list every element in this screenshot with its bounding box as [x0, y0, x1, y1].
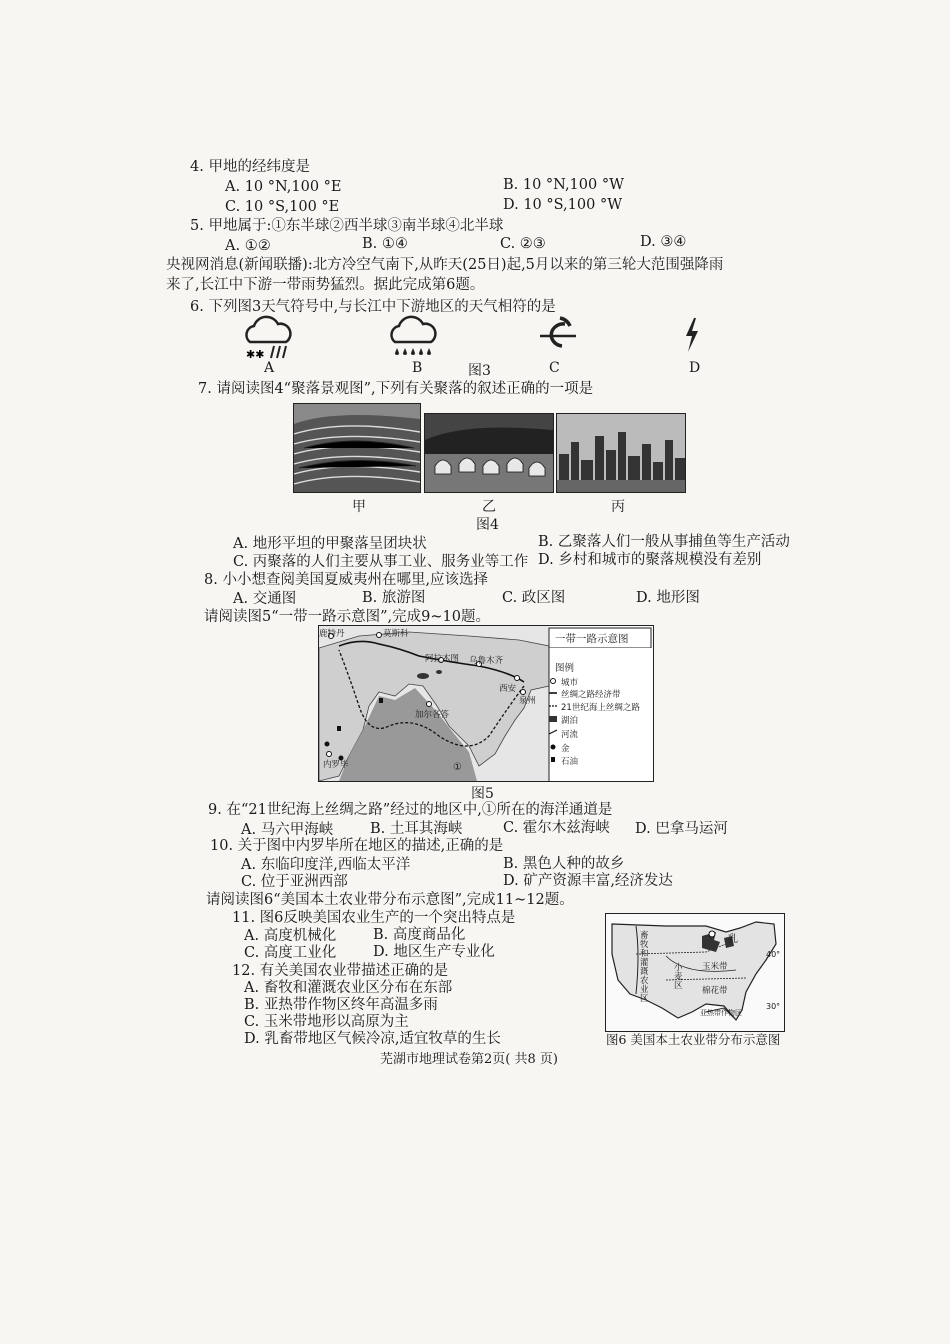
label-cotton-belt: 棉花带: [702, 986, 728, 996]
q7-stem: 7. 请阅读图4“聚落景观图”,下列有关聚落的叙述正确的一项是: [198, 381, 594, 397]
photo-label-yi: 乙: [482, 499, 496, 515]
q8-option-b: B. 旅游图: [362, 590, 426, 606]
city-label-rotterdam: 鹿特丹: [319, 629, 345, 639]
usa-agriculture-map: [605, 913, 785, 1032]
q8-option-c: C. 政区图: [502, 590, 566, 606]
q10-option-b: B. 黑色人种的故乡: [503, 856, 625, 872]
label-subtropical: 亚热带作物区: [700, 1009, 742, 1017]
photo-label-jia: 甲: [352, 499, 366, 515]
legend-river: 河流: [561, 730, 579, 740]
intro-figure-5: 请阅读图5“一带一路示意图”,完成9~10题。: [204, 609, 490, 625]
q5-option-c: C. ②③: [500, 236, 546, 252]
q9-option-b: B. 土耳其海峡: [370, 821, 463, 837]
figure-3-caption: 图3: [468, 363, 491, 379]
q9-option-d: D. 巴拿马运河: [635, 821, 728, 837]
weather-label-a: A: [264, 360, 275, 376]
q4-option-d: D. 10 °S,100 °W: [503, 197, 623, 213]
q10-option-a: A. 东临印度洋,西临太平洋: [241, 857, 411, 873]
map5-marker-1: ①: [453, 762, 462, 773]
lightning-icon: [680, 316, 704, 356]
photo-label-bing: 丙: [611, 499, 625, 515]
figure-6-caption: 图6 美国本土农业带分布示意图: [606, 1032, 781, 1047]
belt-road-map: [318, 625, 654, 782]
rain-snow-icon: [240, 312, 296, 362]
legend-silk-road-belt: 丝绸之路经济带: [561, 690, 621, 700]
legend-gold: 金: [561, 744, 570, 754]
q7-option-d: D. 乡村和城市的聚落规模没有差别: [538, 552, 762, 568]
typhoon-icon: [532, 312, 582, 362]
heavy-rain-icon: [385, 312, 441, 362]
q12-option-d: D. 乳畜带地区气候冷凉,适宜牧草的生长: [244, 1031, 501, 1047]
q4-option-b: B. 10 °N,100 °W: [503, 177, 624, 193]
news-line-1: 央视网消息(新闻联播):北方冷空气南下,从昨天(25日)起,5月以来的第三轮大范围强降雨: [166, 257, 724, 273]
map5-legend-title: 图例: [555, 663, 575, 674]
q4-stem: 4. 甲地的经纬度是: [190, 159, 310, 175]
city-skyline-photo: [556, 413, 686, 493]
city-label-moscow: 莫斯科: [383, 629, 409, 639]
legend-city: 城市: [561, 678, 579, 688]
label-wheat: 小麦区: [674, 963, 683, 991]
map5-title: 一带一路示意图: [555, 633, 629, 645]
terrace-village-photo: [293, 403, 421, 493]
q11-option-c: C. 高度工业化: [244, 945, 337, 961]
city-label-xian: 西安: [499, 684, 517, 694]
q10-stem: 10. 关于图中内罗毕所在地区的描述,正确的是: [210, 838, 504, 854]
q10-option-d: D. 矿产资源丰富,经济发达: [503, 873, 673, 889]
q11-option-b: B. 高度商品化: [373, 927, 466, 943]
label-livestock-irrigation: 畜牧和灌溉农业区: [640, 931, 649, 1004]
news-line-2: 来了,长江中下游一带雨势猛烈。据此完成第6题。: [166, 277, 485, 293]
label-corn-belt: 玉米带: [702, 962, 728, 972]
legend-oil: 石油: [561, 757, 579, 767]
q8-stem: 8. 小小想查阅美国夏威夷州在哪里,应该选择: [204, 572, 489, 588]
latitude-40: 40°: [766, 950, 781, 959]
city-label-nairobi: 内罗毕: [323, 760, 349, 770]
q4-option-a: A. 10 °N,100 °E: [225, 179, 342, 195]
city-label-almaty: 阿拉木图: [425, 654, 460, 664]
q5-option-a: A. ①②: [225, 238, 271, 254]
legend-maritime-silk-road: 21世纪海上丝绸之路: [561, 703, 640, 713]
weather-label-b: B: [412, 360, 423, 376]
q12-option-c: C. 玉米带地形以高原为主: [244, 1014, 409, 1030]
q9-option-a: A. 马六甲海峡: [241, 822, 334, 838]
yurt-settlement-photo: [424, 413, 554, 493]
intro-figure-6: 请阅读图6“美国本土农业带分布示意图”,完成11~12题。: [206, 892, 574, 908]
svg-text:✱✱: ✱✱: [246, 348, 265, 361]
q7-option-c: C. 丙聚落的人们主要从事工业、服务业等工作: [233, 554, 529, 570]
city-label-kolkata: 加尔各答: [415, 710, 450, 720]
weather-label-d: D: [689, 360, 701, 376]
q5-option-d: D. ③④: [640, 234, 687, 250]
q11-option-d: D. 地区生产专业化: [373, 944, 495, 960]
q6-stem: 6. 下列图3天气符号中,与长江中下游地区的天气相符的是: [190, 299, 556, 315]
q12-option-b: B. 亚热带作物区终年高温多雨: [244, 997, 438, 1013]
weather-label-c: C: [549, 360, 560, 376]
label-dairy: 乳: [728, 934, 738, 945]
q5-option-b: B. ①④: [362, 236, 408, 252]
q7-option-a: A. 地形平坦的甲聚落呈团块状: [233, 536, 427, 552]
figure-5-caption: 图5: [471, 786, 494, 802]
q9-option-c: C. 霍尔木兹海峡: [503, 820, 610, 836]
q12-option-a: A. 畜牧和灌溉农业区分布在东部: [244, 980, 453, 996]
legend-lake: 湖泊: [561, 716, 579, 726]
q9-stem: 9. 在“21世纪海上丝绸之路”经过的地区中,①所在的海洋通道是: [208, 802, 613, 818]
city-label-urumqi: 乌鲁木齐: [469, 656, 504, 666]
q11-stem: 11. 图6反映美国农业生产的一个突出特点是: [232, 910, 516, 926]
q8-option-a: A. 交通图: [233, 591, 297, 607]
q5-stem: 5. 甲地属于:①东半球②西半球③南半球④北半球: [190, 218, 504, 234]
q7-option-b: B. 乙聚落人们一般从事捕鱼等生产活动: [538, 534, 790, 550]
q8-option-d: D. 地形图: [636, 590, 700, 606]
figure-4-caption: 图4: [476, 517, 499, 533]
page-footer: 芜湖市地理试卷第2页( 共8 页): [380, 1052, 558, 1067]
q4-option-c: C. 10 °S,100 °E: [225, 199, 340, 215]
latitude-30: 30°: [766, 1002, 781, 1011]
q10-option-c: C. 位于亚洲西部: [241, 874, 348, 890]
city-label-quanzhou: 泉州: [519, 696, 537, 706]
q11-option-a: A. 高度机械化: [244, 928, 337, 944]
q12-stem: 12. 有关美国农业带描述正确的是: [232, 963, 449, 979]
